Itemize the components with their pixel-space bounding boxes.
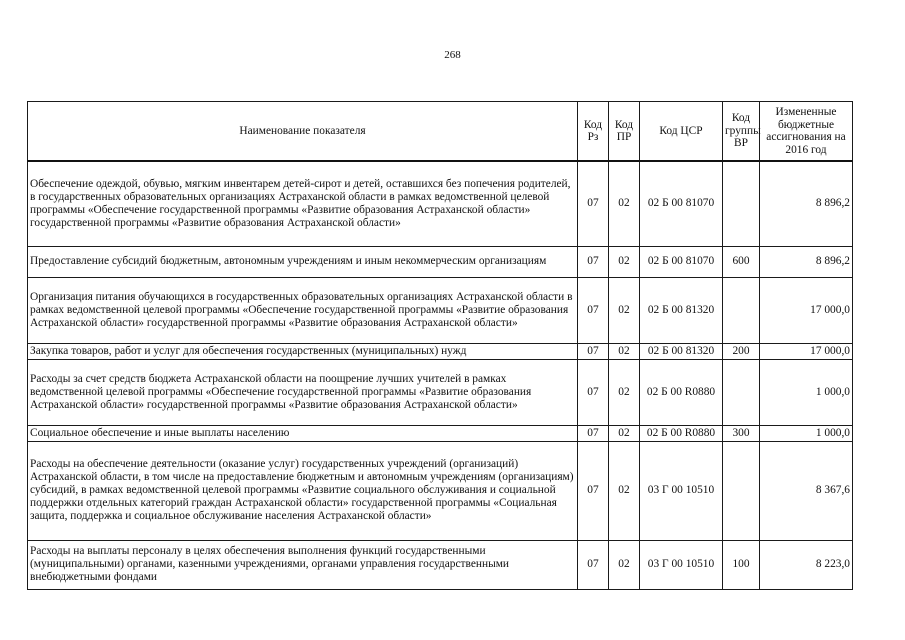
header-pr: Код ПР: [609, 102, 640, 162]
row-pr: 02: [609, 277, 640, 343]
row-name: Обеспечение одеждой, обувью, мягким инвентарем детей-сирот и детей, оставшихся без попечения родителей, в государственных образовательных организациях Астраханской области в рамках ведомственной целевой программы «Обеспечение государственной программы «Развитие образования Астраханской области» государственной программы «Развитие образования Астраханской области»: [28, 161, 578, 246]
row-rz: 07: [578, 161, 609, 246]
header-csr: Код ЦСР: [640, 102, 723, 162]
row-name: Социальное обеспечение и иные выплаты населению: [28, 425, 578, 441]
row-vr: [723, 161, 760, 246]
row-pr: 02: [609, 425, 640, 441]
row-vr: [723, 441, 760, 540]
row-vr: 300: [723, 425, 760, 441]
row-csr: 02 Б 00 R0880: [640, 359, 723, 425]
table-row: [28, 540, 853, 589]
row-amount: 8 896,2: [760, 161, 853, 246]
budget-table: [27, 101, 853, 590]
row-vr: [723, 359, 760, 425]
row-csr: 02 Б 00 81070: [640, 161, 723, 246]
row-rz: 07: [578, 425, 609, 441]
row-csr: 02 Б 00 81320: [640, 343, 723, 359]
table-row: [28, 343, 853, 359]
table-row: [28, 161, 853, 246]
row-rz: 07: [578, 246, 609, 277]
header-name: Наименование показателя: [28, 102, 578, 162]
row-pr: 02: [609, 359, 640, 425]
row-rz: 07: [578, 540, 609, 589]
table-header-row: [28, 102, 853, 162]
row-vr: 200: [723, 343, 760, 359]
row-rz: 07: [578, 359, 609, 425]
page-number: 268: [444, 49, 461, 61]
row-csr: 02 Б 00 81070: [640, 246, 723, 277]
row-name: Расходы на обеспечение деятельности (оказание услуг) государственных учреждений (организаций) Астраханской области, в том числе на предоставление бюджетным и автономным учреждениям (организациям) субсидий, в рамках ведомственной целевой программы «Развитие социального обслуживания и социальной поддержки отдельных категорий граждан Астраханской области» государственной программы «Социальная защита, поддержка и социальное обслуживание населения Астраханской области»: [28, 441, 578, 540]
row-vr: [723, 277, 760, 343]
row-pr: 02: [609, 343, 640, 359]
row-rz: 07: [578, 277, 609, 343]
row-amount: 1 000,0: [760, 359, 853, 425]
row-amount: 17 000,0: [760, 343, 853, 359]
row-amount: 8 367,6: [760, 441, 853, 540]
header-rz: Код Рз: [578, 102, 609, 162]
row-amount: 8 223,0: [760, 540, 853, 589]
row-csr: 02 Б 00 R0880: [640, 425, 723, 441]
header-amount: Измененные бюджетные ассигнования на 2016 год: [760, 102, 853, 162]
row-vr: 100: [723, 540, 760, 589]
row-amount: 8 896,2: [760, 246, 853, 277]
header-vr: Код группы ВР: [723, 102, 760, 162]
row-pr: 02: [609, 540, 640, 589]
table-row: [28, 277, 853, 343]
table-row: [28, 246, 853, 277]
table-row: [28, 359, 853, 425]
row-pr: 02: [609, 246, 640, 277]
row-amount: 1 000,0: [760, 425, 853, 441]
row-csr: 02 Б 00 81320: [640, 277, 723, 343]
row-name: Закупка товаров, работ и услуг для обеспечения государственных (муниципальных) нужд: [28, 343, 578, 359]
row-name: Расходы за счет средств бюджета Астраханской области на поощрение лучших учителей в рамках ведомственной целевой программы «Обеспечение государственной программы «Развитие образования Астраханской области» государственной программы «Развитие образования Астраханской области»: [28, 359, 578, 425]
row-pr: 02: [609, 441, 640, 540]
row-name: Предоставление субсидий бюджетным, автономным учреждениям и иным некоммерческим организациям: [28, 246, 578, 277]
row-vr: 600: [723, 246, 760, 277]
row-csr: 03 Г 00 10510: [640, 540, 723, 589]
table-row: [28, 425, 853, 441]
row-csr: 03 Г 00 10510: [640, 441, 723, 540]
row-amount: 17 000,0: [760, 277, 853, 343]
row-rz: 07: [578, 441, 609, 540]
row-name: Организация питания обучающихся в государственных образовательных организациях Астраханской области в рамках ведомственной целевой программы «Обеспечение государственной программы «Развитие образования Астраханской области» государственной программы «Развитие образования Астраханской области»: [28, 277, 578, 343]
row-pr: 02: [609, 161, 640, 246]
row-rz: 07: [578, 343, 609, 359]
table-row: [28, 441, 853, 540]
row-name: Расходы на выплаты персоналу в целях обеспечения выполнения функций государственными (муниципальными) органами, казенными учреждениями, органами управления государственными внебюджетными фондами: [28, 540, 578, 589]
